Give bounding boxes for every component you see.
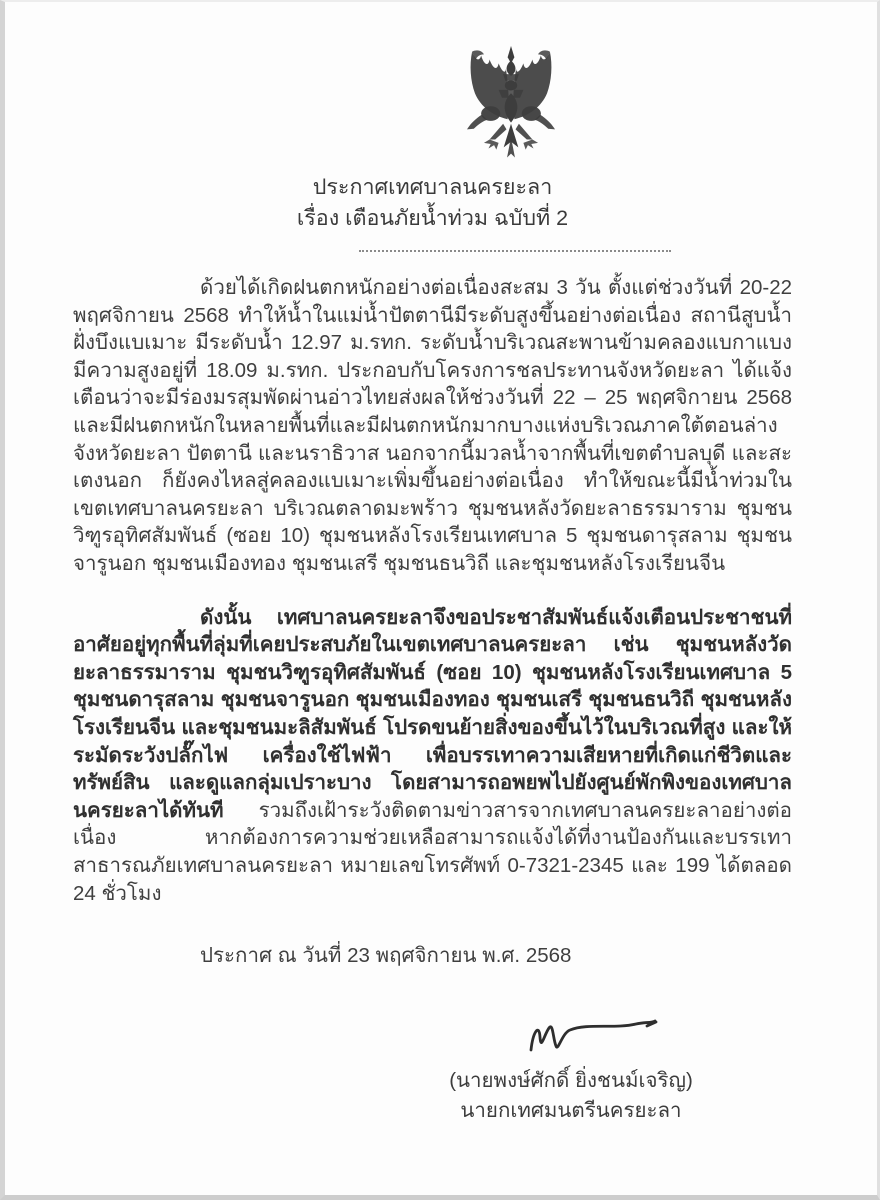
signatory-title: นายกเทศมนตรีนครยะลา (460, 1098, 682, 1122)
signatory-name: (นายพงษ์ศักดิ์ ยิ่งชนม์เจริญ) (449, 1069, 693, 1093)
announcement-subject: เรื่อง เตือนภัยน้ำท่วม ฉบับที่ 2 (296, 205, 569, 230)
paragraph-flood-situation: ด้วยได้เกิดฝนตกหนักอย่างต่อเนื่องสะสม 3 วัน ตั้งแต่ช่วงวันที่ 20-22 พฤศจิกายน 2568 ทำให้น้ำในแม่น้ำปัตตานีมีระดับสูงขึ้นอย่างต่อเนื่อง สถานีสูบน้ำฝั่งบึงแบเมาะ มีระดับน้ำ 12.97 ม.รทก. ระดับน้ำบริเวณสะพานข้ามคลองแบกาแบง มีความสูงอยู่ที่ 18.09 ม.รทก. ประกอบกับโครงการชลประทานจังหวัดยะลา ได้แจ้งเตือนว่าจะมีร่องมรสุมพัดผ่านอ่าวไทยส่งผลให้ช่วงวันที่ 22 – 25 พฤศจิกายน 2568 และมีฝนตกหนักในหลายพื้นที่และมีฝนตกหนักมากบางแห่งบริเวณภาคใต้ตอนล่างจังหวัดยะลา ปัตตานี และนราธิวาส นอกจากนี้มวลน้ำจากพื้นที่เขตตำบลบุดี และสะเตงนอก ก็ยังคงไหลสู่คลองแบเมาะเพิ่มขึ้นอย่างต่อเนื่อง ทำให้ขณะนี้มีน้ำท่วมในเขตเทศบาลนครยะลา บริเวณตลาดมะพร้าว ชุมชนหลังวัดยะลาธรรมาราม ชุมชนวิฑูรอุทิศสัมพันธ์ (ซอย 10) ชุมชนหลังโรงเรียนเทศบาล 5 ชุมชนดารุสลาม ชุมชนจารูนอก ชุมชนเมืองทอง ชุมชนเสรี ชุมชนธนวิถี และชุมชนหลังโรงเรียนจีน (73, 276, 792, 575)
announcement-date-line: ประกาศ ณ วันที่ 23 พฤศจิกายน พ.ศ. 2568 (200, 944, 572, 968)
garuda-emblem-icon (449, 40, 573, 168)
dotted-divider (359, 243, 671, 252)
announcement-title: ประกาศเทศบาลนครยะลา (312, 175, 553, 199)
warning-regular-text: รวมถึงเฝ้าระวังติดตามข่าวสารจากเทศบาลนครยะลาอย่างต่อเนื่อง หากต้องการความช่วยเหลือสามารถแจ้งได้ที่งานป้องกันและบรรเทาสาธารณภัยเทศบาลนครยะลา หมายเลขโทรศัพท์ 0-7321-2345 และ 199 ได้ตลอด 24 ชั่วโมง (73, 798, 792, 905)
announcement-page (5, 2, 877, 1195)
signature-icon (519, 1012, 669, 1058)
paragraph-warning-advice (73, 604, 792, 908)
warning-bold-text: ดังนั้น เทศบาลนครยะลาจึงขอประชาสัมพันธ์แจ้งเตือนประชาชนที่อาศัยอยู่ทุกพื้นที่ลุ่มที่เคยประสบภัยในเขตเทศบาลนครยะลา เช่น ชุมชนหลังวัดยะลาธรรมาราม ชุมชนวิฑูรอุทิศสัมพันธ์ (ซอย 10) ชุมชนหลังโรงเรียนเทศบาล 5 ชุมชนดารุสลาม ชุมชนจารูนอก ชุมชนเมืองทอง ชุมชนเสรี ชุมชนธนวิถี ชุมชนหลังโรงเรียนจีน และชุมชนมะลิสัมพันธ์ โปรดขนย้ายสิ่งของขึ้นไว้ในบริเวณที่สูง และให้ระมัดระวังปลั๊กไฟ เครื่องใช้ไฟฟ้า เพื่อบรรเทาความเสียหายที่เกิดแก่ชีวิตและทรัพย์สิน และดูแลกลุ่มเปราะบาง โดยสามารถอพยพไปยังศูนย์พักพิงของเทศบาลนครยะลาได้ทันที (73, 605, 792, 822)
signature-block (401, 1012, 741, 1125)
